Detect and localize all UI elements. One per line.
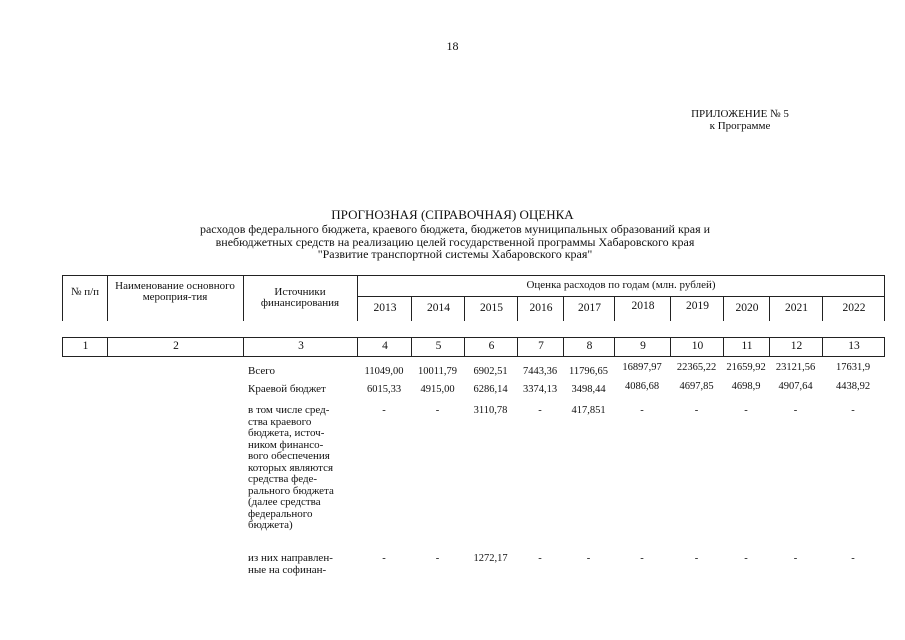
column-number: 13: [848, 340, 860, 352]
table-cell: 3110,78: [473, 405, 508, 416]
grid-line: [62, 275, 63, 321]
column-number: 7: [538, 340, 544, 352]
table-cell: -: [694, 553, 699, 564]
row-label: в том числе сред-ства краевого бюджета, источ-ником финансо-вого обеспечения которых являются средства феде-рального бюджета (далее средства федерального бюджета): [248, 404, 334, 531]
table-cell: -: [435, 553, 440, 564]
subtitle-line-3: "Развитие транспортной системы Хабаровского края": [317, 247, 593, 261]
appendix-line-1: ПРИЛОЖЕНИЕ № 5: [691, 108, 789, 120]
subtitle-line-1: расходов федерального бюджета, краевого бюджета, бюджетов муниципальных образований края и: [199, 222, 711, 236]
table-cell: 1272,17: [473, 553, 508, 564]
year-header: 2020: [735, 302, 759, 314]
grid-line: [107, 275, 108, 321]
header-name: Наименование основного мероприя-тия: [115, 280, 235, 303]
year-header: 2019: [686, 300, 709, 312]
grid-line: [884, 275, 885, 321]
table-cell: 3498,44: [571, 384, 606, 395]
grid-line: [62, 337, 885, 338]
grid-line: [62, 356, 885, 357]
year-header: 2015: [480, 302, 503, 314]
table-cell: -: [435, 405, 440, 416]
year-header: 2018: [631, 300, 655, 312]
table-cell: 11049,00: [364, 366, 404, 377]
table-cell: 11796,65: [569, 366, 608, 377]
column-number: 4: [382, 340, 388, 352]
year-header: 2022: [842, 302, 866, 314]
column-number: 3: [298, 340, 304, 352]
column-number: 9: [640, 340, 646, 352]
row-label: из них направлен-ные на софинан-: [248, 552, 333, 576]
table-cell: 16897,97: [622, 362, 662, 373]
table-cell: -: [744, 405, 748, 416]
column-number: 6: [488, 340, 495, 352]
year-header: 2013: [373, 302, 397, 314]
column-number: 11: [741, 340, 753, 352]
table-cell: 4915,00: [420, 384, 455, 395]
year-header: 2014: [427, 302, 450, 314]
table-cell: -: [793, 553, 798, 564]
row-label: Краевой бюджет: [248, 383, 326, 395]
column-number: 12: [790, 340, 803, 352]
table-cell: 417,851: [571, 405, 606, 416]
header-num: № п/п: [70, 286, 100, 298]
table-cell: -: [538, 405, 542, 416]
table-cell: -: [851, 553, 855, 564]
table-cell: 7443,36: [522, 366, 558, 377]
document-subtitle: [110, 223, 800, 261]
table-cell: -: [538, 553, 542, 564]
appendix-line-2: к Программе: [709, 120, 771, 132]
table-cell: 3374,13: [522, 384, 558, 395]
grid-line: [243, 275, 244, 321]
column-number: 1: [82, 340, 89, 352]
table-cell: -: [586, 553, 591, 564]
grid-line: [357, 296, 885, 297]
table-cell: -: [382, 553, 386, 564]
table-cell: 21659,92: [726, 362, 766, 373]
table-cell: 6015,33: [366, 384, 402, 395]
row-label: Всего: [248, 365, 275, 377]
table-cell: 22365,22: [676, 362, 717, 373]
year-header: 2017: [578, 302, 601, 314]
subtitle-line-2: внебюджетных средств на реализацию целей государственной программы Хабаровского края: [215, 234, 695, 249]
column-number: 8: [586, 340, 593, 352]
table-cell: -: [640, 405, 644, 416]
year-header: 2021: [785, 302, 808, 314]
document-title: ПРОГНОЗНАЯ (СПРАВОЧНАЯ) ОЦЕНКА: [331, 207, 574, 222]
page-number: 18: [446, 39, 459, 53]
column-number: 5: [435, 340, 442, 352]
table-cell: 17631,9: [835, 362, 871, 373]
header-estimate: Оценка расходов по годам (млн. рублей): [526, 279, 716, 291]
table-cell: -: [640, 553, 644, 564]
grid-line: [62, 275, 885, 276]
table-cell: 6286,14: [473, 384, 508, 395]
table-cell: -: [744, 553, 748, 564]
appendix-caption: [640, 108, 840, 132]
table-cell: 4698,9: [731, 381, 761, 392]
table-cell: 4697,85: [679, 381, 714, 392]
table-cell: 10011,79: [418, 366, 457, 377]
year-header: 2016: [529, 302, 553, 314]
table-cell: 4086,68: [624, 381, 660, 392]
table-cell: -: [851, 405, 855, 416]
table-cell: -: [382, 405, 386, 416]
column-number: 2: [173, 340, 179, 352]
header-sources: Источники финансирования: [260, 286, 340, 309]
table-cell: -: [793, 405, 798, 416]
table-cell: -: [694, 405, 699, 416]
table-cell: 23121,56: [775, 362, 816, 373]
table-cell: 6902,51: [473, 366, 508, 377]
table-cell: 4907,64: [778, 381, 813, 392]
table-cell: 4438,92: [835, 381, 871, 392]
column-number: 10: [691, 340, 704, 352]
